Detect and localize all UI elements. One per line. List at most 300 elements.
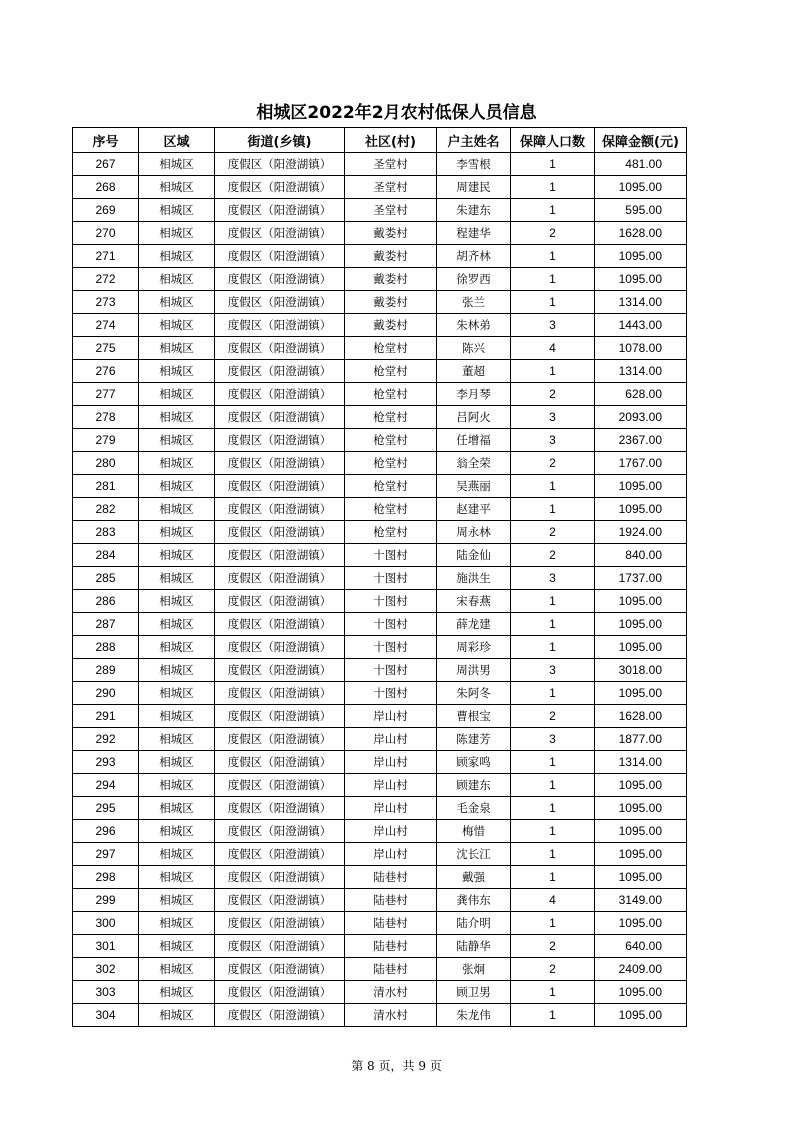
cell-index: 269 [73,199,139,222]
cell-community: 陆巷村 [345,889,437,912]
cell-amount: 595.00 [595,199,687,222]
cell-householder: 毛金泉 [437,797,511,820]
cell-street: 度假区（阳澄湖镇） [215,429,345,452]
cell-region: 相城区 [139,314,215,337]
cell-street: 度假区（阳澄湖镇） [215,268,345,291]
cell-index: 276 [73,360,139,383]
col-header-street: 街道(乡镇) [215,128,345,153]
cell-householder: 张兰 [437,291,511,314]
cell-region: 相城区 [139,981,215,1004]
cell-householder: 戴强 [437,866,511,889]
cell-amount: 1095.00 [595,176,687,199]
cell-street: 度假区（阳澄湖镇） [215,521,345,544]
cell-index: 284 [73,544,139,567]
cell-community: 陆巷村 [345,958,437,981]
cell-region: 相城区 [139,245,215,268]
cell-persons: 1 [511,199,595,222]
cell-region: 相城区 [139,567,215,590]
cell-amount: 1095.00 [595,636,687,659]
cell-amount: 1628.00 [595,222,687,245]
cell-community: 戴娄村 [345,314,437,337]
cell-region: 相城区 [139,544,215,567]
cell-amount: 2367.00 [595,429,687,452]
cell-amount: 1314.00 [595,751,687,774]
cell-persons: 3 [511,659,595,682]
cell-street: 度假区（阳澄湖镇） [215,452,345,475]
header-row [73,128,687,153]
table-row [73,912,687,935]
cell-householder: 李月琴 [437,383,511,406]
cell-persons: 1 [511,1004,595,1027]
table-row [73,452,687,475]
table-row [73,958,687,981]
cell-amount: 1095.00 [595,268,687,291]
cell-community: 十图村 [345,659,437,682]
table-row [73,406,687,429]
cell-street: 度假区（阳澄湖镇） [215,590,345,613]
cell-community: 枪堂村 [345,498,437,521]
cell-persons: 3 [511,429,595,452]
table-row [73,935,687,958]
cell-persons: 3 [511,314,595,337]
cell-community: 枪堂村 [345,337,437,360]
cell-householder: 周洪男 [437,659,511,682]
cell-index: 302 [73,958,139,981]
cell-amount: 1924.00 [595,521,687,544]
cell-community: 岸山村 [345,843,437,866]
cell-community: 岸山村 [345,728,437,751]
cell-persons: 2 [511,452,595,475]
cell-region: 相城区 [139,383,215,406]
table-row [73,751,687,774]
cell-persons: 1 [511,268,595,291]
cell-index: 290 [73,682,139,705]
cell-street: 度假区（阳澄湖镇） [215,682,345,705]
table-row [73,866,687,889]
cell-amount: 1095.00 [595,843,687,866]
cell-amount: 1078.00 [595,337,687,360]
low-income-table [72,127,687,1027]
table-row [73,360,687,383]
cell-householder: 周彩珍 [437,636,511,659]
table-row [73,659,687,682]
table-row [73,199,687,222]
cell-street: 度假区（阳澄湖镇） [215,958,345,981]
cell-region: 相城区 [139,797,215,820]
cell-region: 相城区 [139,751,215,774]
cell-persons: 1 [511,360,595,383]
cell-persons: 4 [511,889,595,912]
cell-amount: 1628.00 [595,705,687,728]
table-row [73,728,687,751]
cell-index: 271 [73,245,139,268]
cell-community: 清水村 [345,981,437,1004]
cell-amount: 1095.00 [595,475,687,498]
table-row [73,337,687,360]
cell-community: 十图村 [345,544,437,567]
cell-index: 281 [73,475,139,498]
cell-persons: 1 [511,912,595,935]
table-row [73,521,687,544]
cell-street: 度假区（阳澄湖镇） [215,176,345,199]
cell-community: 岸山村 [345,774,437,797]
cell-persons: 1 [511,820,595,843]
cell-street: 度假区（阳澄湖镇） [215,314,345,337]
table-row [73,498,687,521]
cell-street: 度假区（阳澄湖镇） [215,291,345,314]
table-row [73,797,687,820]
cell-amount: 2409.00 [595,958,687,981]
table-row [73,245,687,268]
cell-street: 度假区（阳澄湖镇） [215,774,345,797]
cell-index: 294 [73,774,139,797]
cell-index: 296 [73,820,139,843]
cell-index: 270 [73,222,139,245]
cell-community: 岸山村 [345,705,437,728]
cell-index: 282 [73,498,139,521]
cell-street: 度假区（阳澄湖镇） [215,544,345,567]
cell-street: 度假区（阳澄湖镇） [215,797,345,820]
cell-street: 度假区（阳澄湖镇） [215,153,345,176]
cell-amount: 3018.00 [595,659,687,682]
cell-region: 相城区 [139,866,215,889]
cell-index: 291 [73,705,139,728]
cell-householder: 陆介明 [437,912,511,935]
cell-householder: 李雪根 [437,153,511,176]
cell-community: 枪堂村 [345,383,437,406]
cell-region: 相城区 [139,613,215,636]
cell-householder: 赵建平 [437,498,511,521]
cell-amount: 1737.00 [595,567,687,590]
cell-index: 298 [73,866,139,889]
cell-persons: 1 [511,866,595,889]
cell-community: 岸山村 [345,820,437,843]
page-title: 相城区2022年2月农村低保人员信息 [256,103,537,123]
cell-community: 戴娄村 [345,268,437,291]
cell-householder: 宋春燕 [437,590,511,613]
cell-householder: 薛龙建 [437,613,511,636]
cell-street: 度假区（阳澄湖镇） [215,751,345,774]
cell-householder: 顾卫男 [437,981,511,1004]
cell-persons: 2 [511,383,595,406]
cell-street: 度假区（阳澄湖镇） [215,1004,345,1027]
cell-region: 相城区 [139,268,215,291]
cell-index: 273 [73,291,139,314]
cell-persons: 1 [511,636,595,659]
cell-householder: 周永林 [437,521,511,544]
cell-amount: 1767.00 [595,452,687,475]
cell-index: 280 [73,452,139,475]
cell-persons: 2 [511,544,595,567]
cell-street: 度假区（阳澄湖镇） [215,613,345,636]
col-header-householder: 户主姓名 [437,128,511,153]
cell-index: 283 [73,521,139,544]
cell-region: 相城区 [139,475,215,498]
cell-persons: 3 [511,567,595,590]
cell-index: 300 [73,912,139,935]
cell-street: 度假区（阳澄湖镇） [215,567,345,590]
cell-householder: 程建华 [437,222,511,245]
col-header-amount: 保障金额(元) [595,128,687,153]
cell-region: 相城区 [139,498,215,521]
cell-persons: 1 [511,613,595,636]
cell-index: 277 [73,383,139,406]
cell-community: 十图村 [345,613,437,636]
cell-persons: 1 [511,843,595,866]
cell-index: 286 [73,590,139,613]
cell-street: 度假区（阳澄湖镇） [215,498,345,521]
cell-householder: 顾建东 [437,774,511,797]
cell-street: 度假区（阳澄湖镇） [215,981,345,1004]
cell-index: 303 [73,981,139,1004]
table-row [73,429,687,452]
table-row [73,1004,687,1027]
cell-index: 301 [73,935,139,958]
cell-householder: 胡齐林 [437,245,511,268]
cell-index: 274 [73,314,139,337]
cell-street: 度假区（阳澄湖镇） [215,705,345,728]
cell-region: 相城区 [139,912,215,935]
table-row [73,889,687,912]
cell-persons: 1 [511,797,595,820]
cell-index: 299 [73,889,139,912]
cell-community: 枪堂村 [345,475,437,498]
cell-persons: 1 [511,176,595,199]
cell-index: 293 [73,751,139,774]
cell-index: 285 [73,567,139,590]
cell-amount: 1095.00 [595,1004,687,1027]
table-row [73,820,687,843]
cell-region: 相城区 [139,843,215,866]
cell-householder: 吕阿火 [437,406,511,429]
cell-householder: 翁全荣 [437,452,511,475]
cell-street: 度假区（阳澄湖镇） [215,245,345,268]
cell-amount: 1095.00 [595,866,687,889]
cell-amount: 1095.00 [595,774,687,797]
cell-persons: 1 [511,291,595,314]
cell-householder: 顾家鸣 [437,751,511,774]
cell-street: 度假区（阳澄湖镇） [215,222,345,245]
cell-region: 相城区 [139,521,215,544]
cell-persons: 2 [511,935,595,958]
cell-persons: 1 [511,774,595,797]
table-row [73,314,687,337]
cell-community: 圣堂村 [345,153,437,176]
cell-street: 度假区（阳澄湖镇） [215,728,345,751]
cell-community: 十图村 [345,636,437,659]
cell-region: 相城区 [139,222,215,245]
table-row [73,981,687,1004]
cell-region: 相城区 [139,176,215,199]
cell-region: 相城区 [139,360,215,383]
cell-street: 度假区（阳澄湖镇） [215,383,345,406]
cell-community: 清水村 [345,1004,437,1027]
cell-community: 枪堂村 [345,521,437,544]
cell-persons: 3 [511,728,595,751]
cell-street: 度假区（阳澄湖镇） [215,475,345,498]
cell-region: 相城区 [139,705,215,728]
cell-amount: 640.00 [595,935,687,958]
cell-persons: 1 [511,682,595,705]
cell-street: 度假区（阳澄湖镇） [215,866,345,889]
cell-persons: 2 [511,958,595,981]
cell-street: 度假区（阳澄湖镇） [215,889,345,912]
cell-street: 度假区（阳澄湖镇） [215,337,345,360]
cell-householder: 沈长江 [437,843,511,866]
col-header-index: 序号 [73,128,139,153]
cell-region: 相城区 [139,820,215,843]
cell-region: 相城区 [139,958,215,981]
cell-householder: 朱龙伟 [437,1004,511,1027]
cell-householder: 陈建芳 [437,728,511,751]
cell-street: 度假区（阳澄湖镇） [215,199,345,222]
cell-region: 相城区 [139,682,215,705]
page-footer: 第 8 页，共 9 页 [351,1059,442,1073]
cell-street: 度假区（阳澄湖镇） [215,406,345,429]
table-row [73,383,687,406]
cell-amount: 1877.00 [595,728,687,751]
cell-region: 相城区 [139,153,215,176]
table-row [73,682,687,705]
cell-amount: 1314.00 [595,360,687,383]
table-body [73,153,687,1027]
cell-persons: 2 [511,521,595,544]
cell-index: 292 [73,728,139,751]
cell-amount: 1095.00 [595,613,687,636]
cell-householder: 吴燕丽 [437,475,511,498]
cell-street: 度假区（阳澄湖镇） [215,820,345,843]
cell-region: 相城区 [139,429,215,452]
cell-index: 275 [73,337,139,360]
cell-persons: 1 [511,475,595,498]
cell-region: 相城区 [139,728,215,751]
cell-amount: 1095.00 [595,682,687,705]
cell-community: 圣堂村 [345,199,437,222]
cell-community: 枪堂村 [345,429,437,452]
cell-index: 289 [73,659,139,682]
cell-householder: 朱建东 [437,199,511,222]
cell-community: 岸山村 [345,751,437,774]
cell-community: 戴娄村 [345,245,437,268]
cell-region: 相城区 [139,1004,215,1027]
cell-amount: 2093.00 [595,406,687,429]
cell-community: 十图村 [345,590,437,613]
cell-index: 268 [73,176,139,199]
cell-index: 304 [73,1004,139,1027]
cell-community: 枪堂村 [345,406,437,429]
cell-index: 278 [73,406,139,429]
cell-community: 枪堂村 [345,452,437,475]
cell-region: 相城区 [139,659,215,682]
table-row [73,636,687,659]
cell-persons: 2 [511,705,595,728]
cell-persons: 1 [511,590,595,613]
cell-amount: 1095.00 [595,820,687,843]
cell-householder: 陆静华 [437,935,511,958]
cell-index: 267 [73,153,139,176]
table-row [73,843,687,866]
table-row [73,291,687,314]
cell-community: 陆巷村 [345,866,437,889]
cell-amount: 1095.00 [595,498,687,521]
cell-community: 十图村 [345,567,437,590]
cell-community: 陆巷村 [345,935,437,958]
table-row [73,613,687,636]
cell-persons: 1 [511,981,595,1004]
cell-amount: 840.00 [595,544,687,567]
cell-persons: 2 [511,222,595,245]
cell-householder: 董超 [437,360,511,383]
cell-street: 度假区（阳澄湖镇） [215,636,345,659]
cell-persons: 1 [511,153,595,176]
table-row [73,475,687,498]
cell-index: 272 [73,268,139,291]
col-header-region: 区域 [139,128,215,153]
table-row [73,705,687,728]
cell-index: 288 [73,636,139,659]
cell-community: 十图村 [345,682,437,705]
cell-amount: 1095.00 [595,245,687,268]
cell-householder: 朱阿冬 [437,682,511,705]
cell-street: 度假区（阳澄湖镇） [215,912,345,935]
cell-region: 相城区 [139,452,215,475]
cell-householder: 朱林弟 [437,314,511,337]
cell-index: 297 [73,843,139,866]
cell-householder: 徐罗西 [437,268,511,291]
cell-region: 相城区 [139,406,215,429]
cell-community: 枪堂村 [345,360,437,383]
cell-street: 度假区（阳澄湖镇） [215,360,345,383]
cell-region: 相城区 [139,935,215,958]
cell-persons: 3 [511,406,595,429]
cell-index: 279 [73,429,139,452]
table-row [73,774,687,797]
cell-community: 戴娄村 [345,222,437,245]
cell-householder: 周建民 [437,176,511,199]
cell-street: 度假区（阳澄湖镇） [215,843,345,866]
cell-householder: 曹根宝 [437,705,511,728]
cell-region: 相城区 [139,590,215,613]
cell-region: 相城区 [139,889,215,912]
table-row [73,544,687,567]
cell-householder: 陆金仙 [437,544,511,567]
table-row [73,153,687,176]
col-header-community: 社区(村) [345,128,437,153]
cell-persons: 1 [511,245,595,268]
cell-amount: 1314.00 [595,291,687,314]
cell-region: 相城区 [139,199,215,222]
cell-community: 陆巷村 [345,912,437,935]
cell-householder: 龚伟东 [437,889,511,912]
cell-community: 圣堂村 [345,176,437,199]
cell-householder: 梅惜 [437,820,511,843]
cell-persons: 1 [511,751,595,774]
cell-amount: 628.00 [595,383,687,406]
cell-index: 295 [73,797,139,820]
cell-amount: 1095.00 [595,981,687,1004]
cell-amount: 1443.00 [595,314,687,337]
cell-householder: 任增福 [437,429,511,452]
cell-index: 287 [73,613,139,636]
cell-amount: 1095.00 [595,590,687,613]
cell-amount: 481.00 [595,153,687,176]
cell-region: 相城区 [139,337,215,360]
cell-street: 度假区（阳澄湖镇） [215,935,345,958]
cell-street: 度假区（阳澄湖镇） [215,659,345,682]
table-row [73,176,687,199]
cell-persons: 1 [511,498,595,521]
table-row [73,222,687,245]
